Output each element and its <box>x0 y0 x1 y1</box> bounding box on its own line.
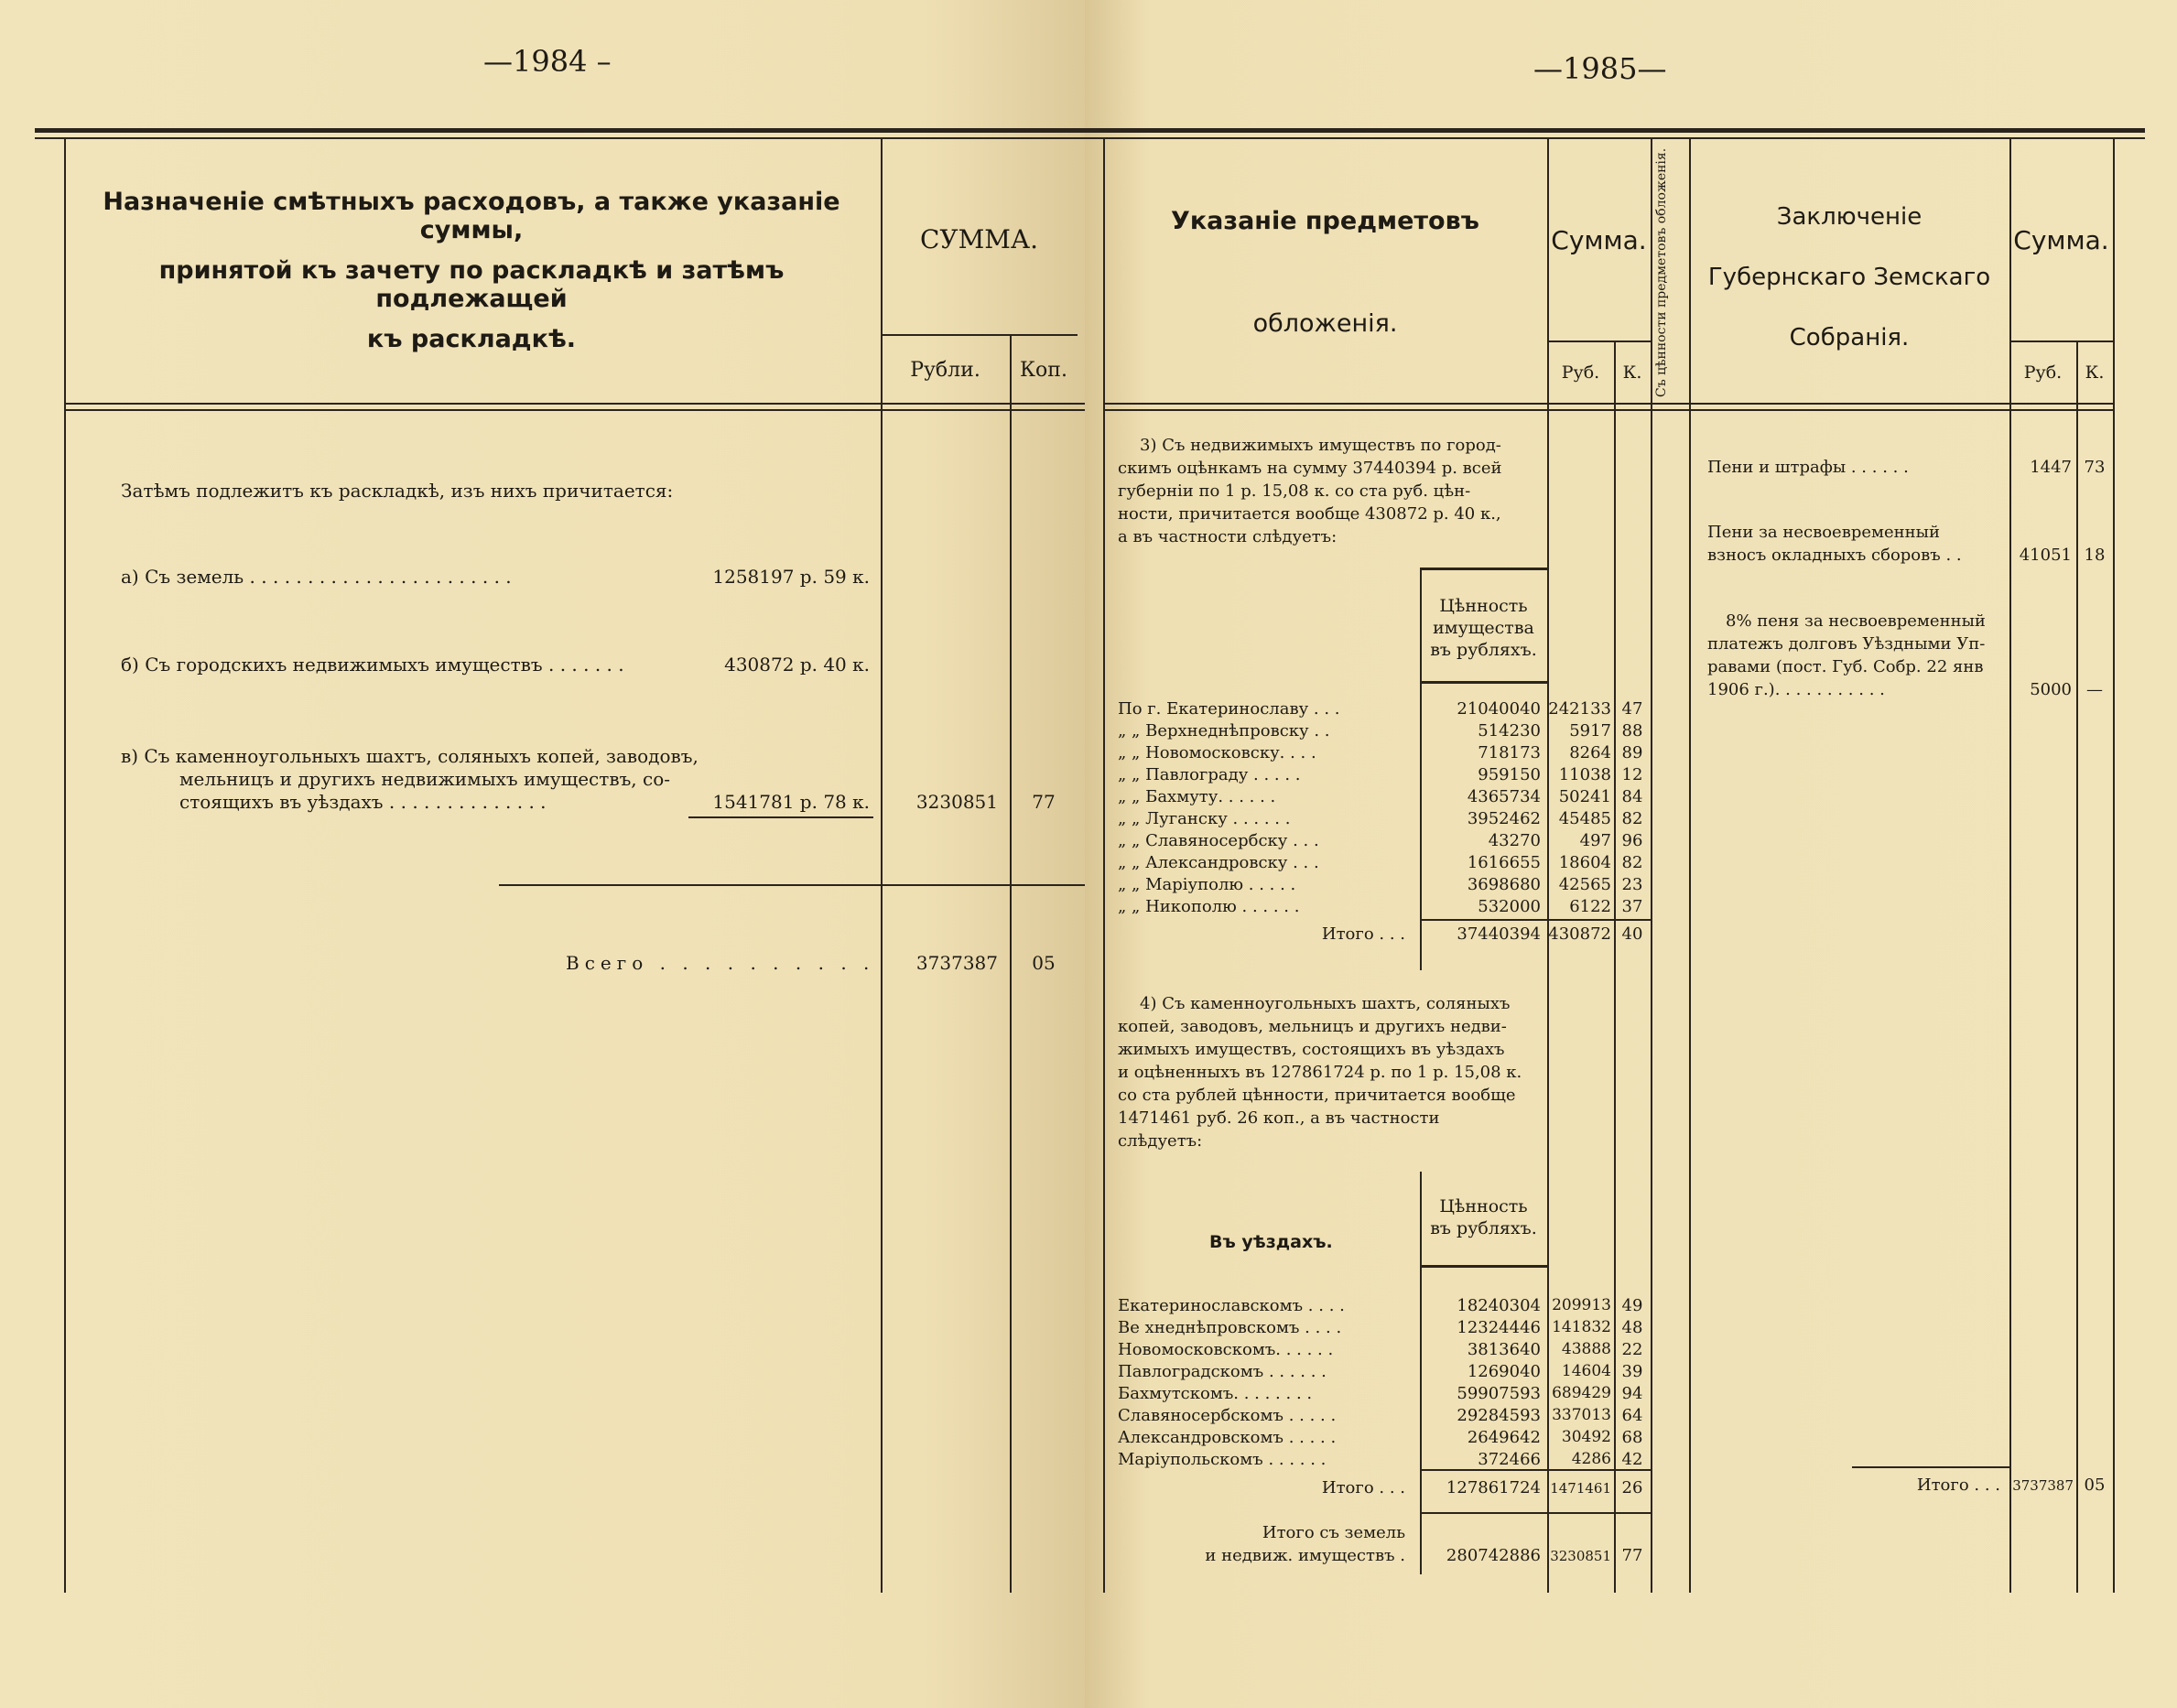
s4-row-place: Александровскомъ . . . . . <box>1118 1428 1337 1447</box>
s4-row-value: 12324446 <box>1457 1318 1541 1337</box>
sum-header: СУММА. <box>919 224 1039 254</box>
right-header-bottom-rule-2 <box>1103 409 2113 411</box>
section3-line4: ности, причитается вообще 430872 р. 40 к., <box>1118 504 1501 524</box>
s3-row-kop: 82 <box>1621 809 1643 828</box>
s4-grand-kop: 77 <box>1621 1546 1643 1565</box>
conclusion-header-line2: Губернскаго Земскаго <box>1707 264 1991 291</box>
s4-row-rub: 30492 <box>1561 1428 1611 1446</box>
s3-row-place: „ „ Бахмуту. . . . . . <box>1118 787 1276 806</box>
section3-line5: а въ частности слѣдуетъ: <box>1118 527 1338 546</box>
rubles-header: Рубли. <box>910 359 980 382</box>
s3-row-value: 1616655 <box>1467 853 1541 872</box>
s4-row-rub: 337013 <box>1552 1406 1611 1424</box>
purpose-header-line3: къ раскладкѣ. <box>366 325 577 353</box>
s4-row-value: 372466 <box>1478 1450 1541 1469</box>
conclusion-2-line2: взносъ окладныхъ сборовъ . . <box>1707 546 1962 565</box>
objects-header-line1: Указаніе предметовъ <box>1171 207 1479 235</box>
col-divider-sum <box>881 137 883 1593</box>
s4-total-rub: 1471461 <box>1550 1480 1611 1497</box>
s4-row-value: 3813640 <box>1467 1340 1541 1359</box>
page-number-left: —1984 – <box>483 44 612 79</box>
s3-row-rub: 50241 <box>1558 787 1611 806</box>
s4-row-kop: 48 <box>1621 1318 1643 1337</box>
s3-row-kop: 23 <box>1621 875 1643 894</box>
s4-row-place: Славяносербскомъ . . . . . <box>1118 1406 1337 1425</box>
s3-row-kop: 47 <box>1621 699 1643 719</box>
total-kopecks: 05 <box>1032 952 1056 974</box>
conclusion-1-rub: 1447 <box>2030 458 2072 477</box>
col-divider-vertical-head <box>1651 137 1652 1593</box>
s4-row-value: 18240304 <box>1457 1296 1541 1315</box>
kop2-header: К. <box>2085 362 2105 383</box>
s4-row-kop: 68 <box>1621 1428 1643 1447</box>
conclusion-total-label: Итого . . . <box>1916 1476 2000 1495</box>
purpose-header-line2: принятой къ зачету по раскладкѣ и затѣмъ подлежащей <box>158 256 785 313</box>
s3-total-kop: 40 <box>1621 924 1643 944</box>
s4-row-place: Маріупольскомъ . . . . . . <box>1118 1450 1327 1469</box>
right-border <box>2113 137 2115 1593</box>
s3-row-rub: 11038 <box>1558 765 1611 784</box>
section3-line3: губерніи по 1 р. 15,08 к. со ста руб. цѣн- <box>1118 481 1471 501</box>
s4-row-rub: 43888 <box>1561 1340 1611 1358</box>
conclusion-header-line1: Заключеніе <box>1776 203 1922 231</box>
s4-total-value: 127861724 <box>1446 1478 1541 1497</box>
col-divider-k2 <box>2076 341 2078 1593</box>
s3-total-label: Итого . . . <box>1321 924 1405 944</box>
s3-row-place: „ „ Никополю . . . . . . <box>1118 897 1300 916</box>
conclusion-3-line1: 8% пеня за несвоевременный <box>1726 611 1986 631</box>
s3-row-value: 4365734 <box>1467 787 1541 806</box>
sum2-subheader-rule <box>2009 341 2113 342</box>
left-page <box>0 0 1085 1708</box>
s3-row-place: „ „ Новомосковску. . . . <box>1118 743 1316 762</box>
page-number-right: —1985— <box>1533 51 1667 86</box>
s3-row-rub: 42565 <box>1558 875 1611 894</box>
conclusion-total-rub: 3737387 <box>2012 1477 2074 1494</box>
s3-total-rule <box>1420 919 1651 921</box>
s3-value-top-rule <box>1420 568 1547 570</box>
s3-row-rub: 45485 <box>1558 809 1611 828</box>
section4-line6: 1471461 руб. 26 коп., а въ частности <box>1118 1108 1440 1128</box>
s4-grand-rub: 3230851 <box>1550 1548 1611 1564</box>
s3-row-value: 21040040 <box>1457 699 1541 719</box>
s4-district-header: Въ уѣздахъ. <box>1209 1232 1333 1252</box>
s3-row-value: 959150 <box>1478 765 1541 784</box>
s4-row-place: Бахмутскомъ. . . . . . . . <box>1118 1384 1313 1403</box>
s4-row-kop: 94 <box>1621 1384 1643 1403</box>
right-top-rule-thin <box>1085 137 2145 139</box>
conclusion-3-rub: 5000 <box>2030 680 2072 699</box>
s4-row-kop: 49 <box>1621 1296 1643 1315</box>
purpose-header-line1: Назначеніе смѣтныхъ расходовъ, а также указаніе суммы, <box>103 188 840 244</box>
intro-text: Затѣмъ подлежитъ къ раскладкѣ, изъ нихъ причитается: <box>121 480 674 502</box>
header-bottom-rule <box>64 403 1085 405</box>
col-divider-k <box>1614 341 1616 1593</box>
s3-row-value: 43270 <box>1488 831 1541 850</box>
right-page <box>1085 0 2177 1708</box>
sum-header-right: Сумма. <box>1551 225 1647 255</box>
total-rule <box>499 884 1085 886</box>
s3-row-place: „ „ Луганску . . . . . . <box>1118 809 1291 828</box>
s3-value-header <box>1420 595 1547 661</box>
conclusion-header-line3: Собранія. <box>1789 324 1910 351</box>
s3-row-value: 718173 <box>1478 743 1541 762</box>
header-top-rule <box>35 128 1085 133</box>
section3-line1: 3) Съ недвижимыхъ имуществъ по город- <box>1140 436 1501 455</box>
s4-row-place: Ве хнеднѣпровскомъ . . . . <box>1118 1318 1342 1337</box>
s4-row-rub: 4286 <box>1571 1450 1611 1468</box>
s4-value-header <box>1420 1195 1547 1239</box>
s4-total-label: Итого . . . <box>1321 1478 1405 1497</box>
section4-line4: и оцѣненныхъ въ 127861724 р. по 1 р. 15,08 к. <box>1118 1063 1522 1082</box>
s4-row-rub: 141832 <box>1552 1318 1611 1336</box>
total-label: Всего . . . . . . . . . . <box>566 952 875 974</box>
s4-row-kop: 64 <box>1621 1406 1643 1425</box>
conclusion-total-kop: 05 <box>2084 1476 2106 1495</box>
s3-row-place: „ „ Славяносербску . . . <box>1118 831 1319 850</box>
s3-row-place: По г. Екатеринославу . . . <box>1118 699 1340 719</box>
col-divider-sum2 <box>2009 137 2011 1593</box>
s4-row-kop: 42 <box>1621 1450 1643 1469</box>
s3-row-rub: 18604 <box>1558 853 1611 872</box>
s3-row-value: 532000 <box>1478 897 1541 916</box>
s3-row-place: „ „ Павлограду . . . . . <box>1118 765 1301 784</box>
s3-row-rub: 242133 <box>1548 699 1611 719</box>
s3-row-place: „ „ Александровску . . . <box>1118 853 1319 872</box>
s3-row-place: „ „ Верхнеднѣпровску . . <box>1118 721 1330 740</box>
item-a-text: а) Съ земель . . . . . . . . . . . . . . . . . . . . . . . <box>121 566 512 588</box>
section3-line2: скимъ оцѣнкамъ на сумму 37440394 р. всей <box>1118 459 1502 478</box>
left-border <box>64 137 66 1593</box>
s3-value-header-1: Цѣнность <box>1439 596 1528 616</box>
s4-grand-value: 280742886 <box>1446 1546 1541 1565</box>
s3-row-kop: 82 <box>1621 853 1643 872</box>
conclusion-1-line1: Пени и штрафы . . . . . . <box>1707 458 1909 477</box>
sum2-header: Сумма. <box>2013 225 2109 255</box>
conclusion-2-kop: 18 <box>2084 546 2106 565</box>
kop-header: К. <box>1622 362 1642 383</box>
s3-total-value: 37440394 <box>1457 924 1541 944</box>
header-bottom-rule-2 <box>64 409 1085 411</box>
s3-row-kop: 37 <box>1621 897 1643 916</box>
conclusion-2-rub: 41051 <box>2019 546 2072 565</box>
item-c-line1: в) Съ каменноугольныхъ шахтъ, соляныхъ копей, заводовъ, <box>121 745 699 767</box>
s4-row-place: Павлоградскомъ . . . . . . <box>1118 1362 1327 1381</box>
s4-row-value: 2649642 <box>1467 1428 1541 1447</box>
s3-value-head-rule <box>1420 681 1547 684</box>
conclusion-3-line3: равами (пост. Губ. Собр. 22 янв <box>1707 657 1984 676</box>
s3-row-kop: 12 <box>1621 765 1643 784</box>
s4-value-header-2: въ рубляхъ. <box>1430 1218 1537 1238</box>
item-a-amount: 1258197 р. 59 к. <box>712 566 870 588</box>
conclusion-2-line1: Пени за несвоевременный <box>1707 523 1940 542</box>
header-top-rule-thin <box>35 137 1085 139</box>
s3-row-kop: 96 <box>1621 831 1643 850</box>
s3-row-rub: 8264 <box>1569 743 1611 762</box>
s4-value-head-rule <box>1420 1265 1547 1268</box>
s4-row-kop: 39 <box>1621 1362 1643 1381</box>
objects-header-line2: обложенія. <box>1252 309 1398 338</box>
s4-grand-label-1: Итого съ земель <box>1262 1523 1405 1542</box>
kopecks-header: Коп. <box>1020 359 1067 382</box>
s4-total-kop: 26 <box>1621 1478 1643 1497</box>
s4-value-header-1: Цѣнность <box>1439 1196 1528 1216</box>
item-c-amount: 1541781 р. 78 к. <box>712 791 870 813</box>
right-top-rule <box>1085 128 2145 133</box>
s4-row-value: 29284593 <box>1457 1406 1541 1425</box>
conclusion-3-kop: — <box>2086 680 2103 699</box>
conclusion-3-line2: платежъ долговъ Уѣздными Уп- <box>1707 634 1986 654</box>
s3-row-kop: 89 <box>1621 743 1643 762</box>
s3-row-rub: 5917 <box>1569 721 1611 740</box>
total-rubles: 3737387 <box>915 952 998 974</box>
conclusion-total-rule <box>1852 1466 2009 1468</box>
conclusion-1-kop: 73 <box>2084 458 2106 477</box>
sum-subheader-rule-right <box>1547 341 1651 342</box>
s3-row-value: 514230 <box>1478 721 1541 740</box>
right-left-border <box>1103 137 1105 1593</box>
section4-line3: жимыхъ имуществъ, состоящихъ въ уѣздахъ <box>1118 1040 1505 1059</box>
s4-total-rule <box>1420 1469 1651 1471</box>
rub2-header: Руб. <box>2023 362 2063 383</box>
s3-value-header-2: имущества <box>1433 618 1534 638</box>
item-c-line2: мельницъ и другихъ недвижимыхъ имуществъ, со- <box>179 768 671 790</box>
s4-row-rub: 689429 <box>1552 1384 1611 1402</box>
s3-total-rub: 430872 <box>1548 924 1611 944</box>
section4-line7: слѣдуетъ: <box>1118 1131 1203 1151</box>
s4-row-rub: 209913 <box>1552 1296 1611 1314</box>
s4-row-rub: 14604 <box>1561 1362 1611 1380</box>
s3-row-rub: 6122 <box>1569 897 1611 916</box>
vertical-header: Съ цѣнности предметовъ обложенія. <box>1654 147 1669 397</box>
s3-row-value: 3952462 <box>1467 809 1541 828</box>
s3-row-value: 3698680 <box>1467 875 1541 894</box>
subtotal-kopecks: 77 <box>1032 791 1056 813</box>
item-c-line3: стоящихъ въ уѣздахъ . . . . . . . . . . . . . . <box>179 791 547 813</box>
conclusion-3-line4: 1906 г.). . . . . . . . . . . <box>1707 680 1885 699</box>
section4-line5: со ста рублей цѣнности, причитается вообще <box>1118 1086 1516 1105</box>
sum-subheader-rule <box>881 334 1078 336</box>
s4-row-place: Новомосковскомъ. . . . . . <box>1118 1340 1334 1359</box>
s4-row-value: 1269040 <box>1467 1362 1541 1381</box>
section4-line1: 4) Съ каменноугольныхъ шахтъ, соляныхъ <box>1140 994 1511 1013</box>
s3-row-kop: 88 <box>1621 721 1643 740</box>
s4-grand-rule <box>1420 1512 1651 1514</box>
s4-grand-label-2: и недвиж. имуществъ . <box>1205 1546 1405 1565</box>
right-header-bottom-rule <box>1103 403 2113 405</box>
section4-line2: копей, заводовъ, мельницъ и другихъ недви- <box>1118 1017 1507 1036</box>
subtotal-rubles: 3230851 <box>915 791 998 813</box>
s3-row-rub: 497 <box>1579 831 1611 850</box>
s4-row-kop: 22 <box>1621 1340 1643 1359</box>
rub-header: Руб. <box>1561 362 1600 383</box>
s4-row-value: 59907593 <box>1457 1384 1541 1403</box>
s3-value-header-3: въ рубляхъ. <box>1430 640 1537 660</box>
s4-row-place: Екатеринославскомъ . . . . <box>1118 1296 1345 1315</box>
item-b-amount: 430872 р. 40 к. <box>724 654 870 676</box>
item-b-text: б) Съ городскихъ недвижимыхъ имуществъ . . . . . . . <box>121 654 624 676</box>
s3-row-kop: 84 <box>1621 787 1643 806</box>
col-divider-conclusion <box>1689 137 1691 1593</box>
item-c-underline <box>688 816 873 818</box>
s3-row-place: „ „ Маріуполю . . . . . <box>1118 875 1296 894</box>
